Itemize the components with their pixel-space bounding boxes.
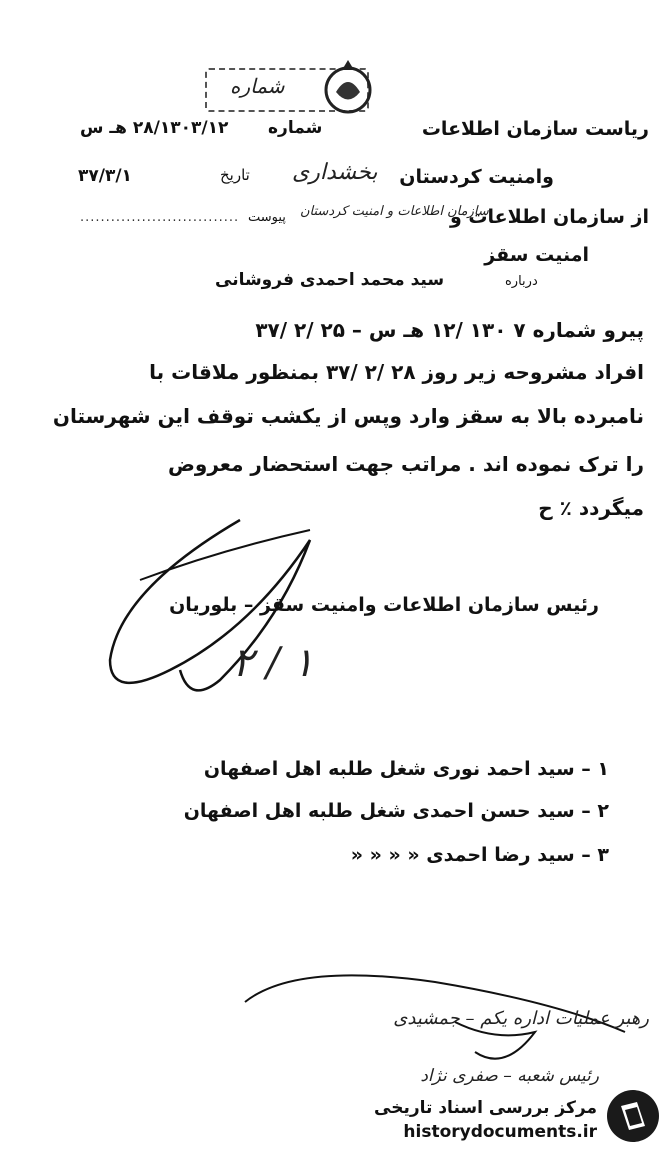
attachment-label: پیوست [248, 210, 286, 225]
header-line-2: وامنیت کردستان [399, 166, 554, 188]
date-value: ۳۷/۳/۱ [78, 166, 132, 186]
subject-value: سید محمد احمدی فروشانی [215, 270, 445, 290]
body-line-3: را ترک نموده اند . مراتب جهت استحضار معروض [168, 452, 644, 476]
date-label: تاریخ [220, 166, 250, 184]
emblem-icon [318, 52, 378, 122]
subject-label: درباره [505, 274, 538, 289]
bottom-line-1: رهبر عملیات اداره یکم – جمشیدی [393, 1008, 649, 1029]
city-line: امنیت سقز [484, 244, 589, 266]
from-line: از سازمان اطلاعات و [449, 206, 649, 228]
body-line-2: نامبرده بالا به سقز وارد وپس از یکشب توقف این شهرستان [52, 404, 644, 428]
list-item: ۲ – سید حسن احمدی شغل طلبه اهل اصفهان [183, 800, 609, 822]
signature-title: رئیس سازمان اطلاعات وامنیت سقز – بلوریان [169, 594, 599, 616]
body-reference: پیرو شماره ۷ ۱۳۰ /۱۲ هـ س – ۲۵ /۲ /۳۷ [255, 318, 644, 342]
header-line-1: ریاست سازمان اطلاعات [421, 118, 649, 140]
watermark-url: historydocuments.ir [403, 1122, 597, 1142]
handwritten-org: سازمان اطلاعات و امنیت کردستان [300, 204, 489, 219]
archive-logo-icon [607, 1090, 659, 1142]
watermark-title: مرکز بررسی اسناد تاریخی [374, 1098, 597, 1118]
body-line-1: افراد مشروحه زیر روز ۲۸ /۲ /۳۷ بمنظور ملاقات با [149, 360, 644, 384]
attachment-dots: ............................... [80, 210, 240, 225]
number-label: شماره [268, 118, 323, 138]
stamp-text: شماره [230, 74, 285, 98]
number-value: ۲۸/۱۳۰۳/۱۲ هـ س [80, 118, 229, 138]
bottom-line-2: رئیس شعبه – صفری نژاد [420, 1066, 599, 1086]
body-line-4: میگردد ٪ ح [538, 496, 644, 520]
handwritten-top: بخشداری [292, 160, 378, 185]
signature-mark: ۲ / ۱ [232, 640, 314, 686]
list-item: ۳ – سید رضا احمدی « « « « [350, 844, 609, 866]
list-item: ۱ – سید احمد نوری شغل طلبه اهل اصفهان [203, 758, 609, 780]
